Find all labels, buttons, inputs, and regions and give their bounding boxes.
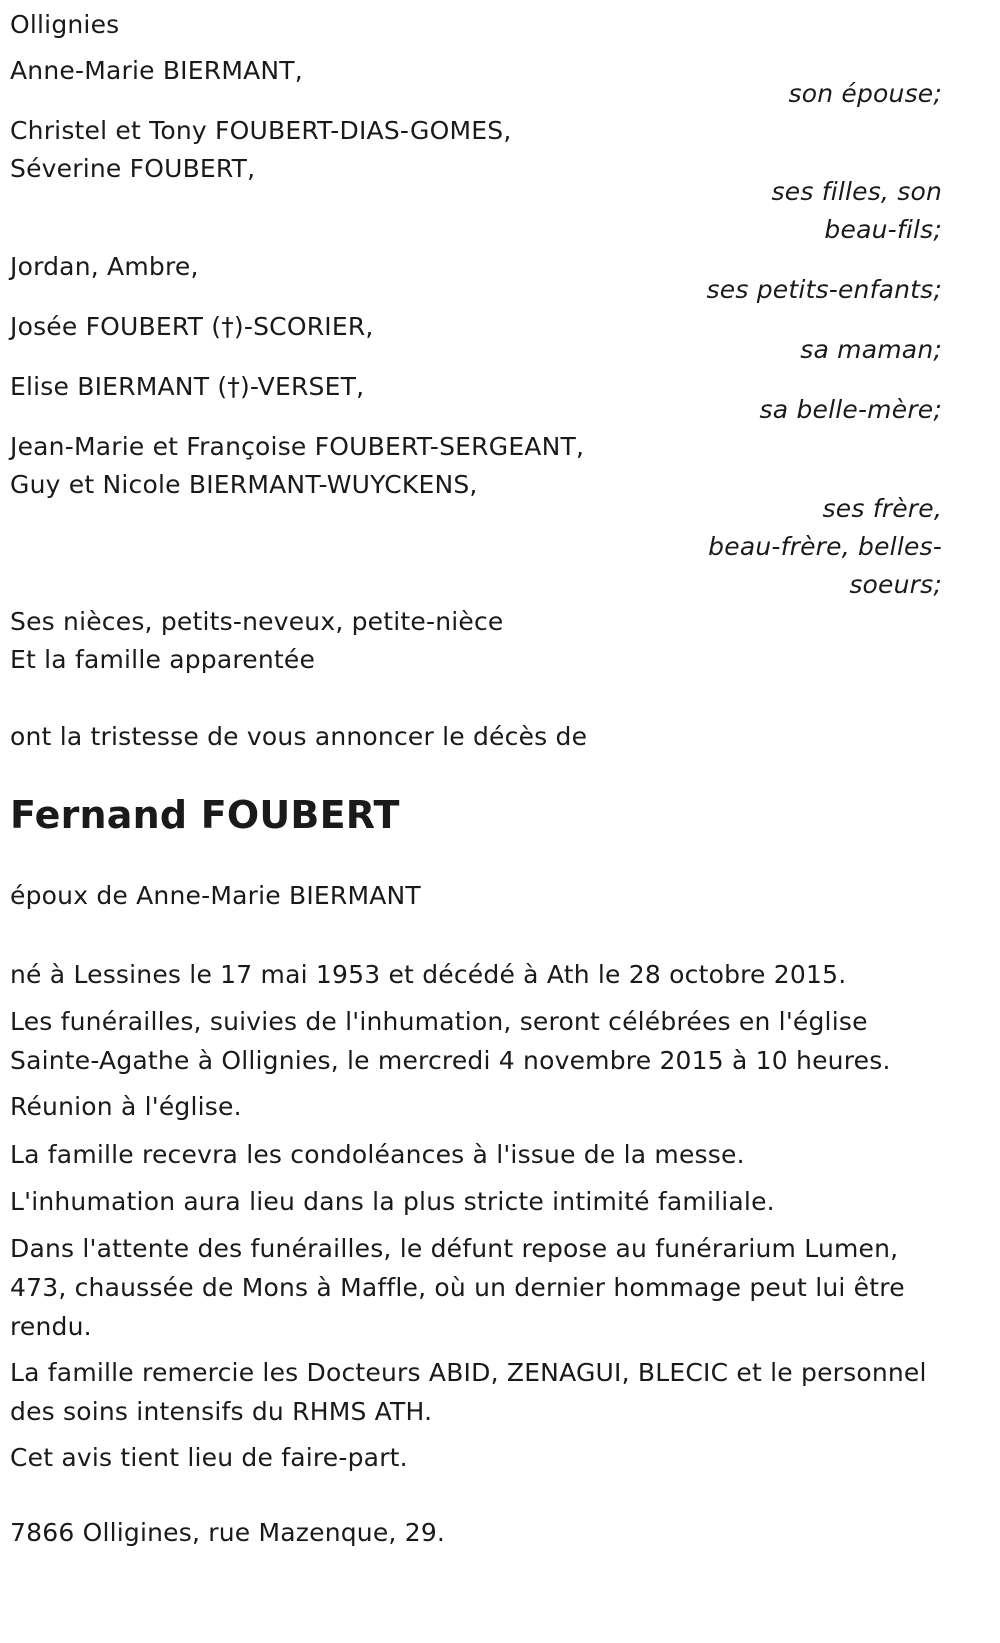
burial-info: L'inhumation aura lieu dans la plus stricte intimité familiale. <box>10 1187 775 1216</box>
family-name-line: Jordan, Ambre, <box>10 252 199 281</box>
meeting-info: Réunion à l'église. <box>10 1092 242 1121</box>
condolences-info: La famille recevra les condoléances à l'issue de la messe. <box>10 1140 745 1169</box>
village-name: Ollignies <box>10 10 120 39</box>
extended-family-line: Ses nièces, petits-neveux, petite-nièce <box>10 607 504 636</box>
family-name-line: Josée FOUBERT (†)-SCORIER, <box>10 312 374 341</box>
family-relation: sa belle-mère; <box>759 395 942 424</box>
birth-death-info: né à Lessines le 17 mai 1953 et décédé à Ath le 28 octobre 2015. <box>10 960 847 989</box>
family-relation: beau-frère, belles- <box>708 532 942 561</box>
family-relation: sa maman; <box>800 335 942 364</box>
family-name-line: Guy et Nicole BIERMANT-WUYCKENS, <box>10 470 478 499</box>
family-name-line: Jean-Marie et Françoise FOUBERT-SERGEANT, <box>10 432 585 461</box>
funerarium-info: Dans l'attente des funérailles, le défunt repose au funérarium Lumen, 473, chaussée de Mons à Maffle, où un dernier hommage peut lui être rendu. <box>10 1234 905 1341</box>
thanks-info: La famille remercie les Docteurs ABID, ZENAGUI, BLECIC et le personnel des soins intensifs du RHMS ATH. <box>10 1358 927 1426</box>
family-relation: son épouse; <box>788 79 942 108</box>
announcement-text: ont la tristesse de vous annoncer le décès de <box>10 722 588 751</box>
family-relation: ses petits-enfants; <box>706 275 942 304</box>
funeral-info: Les funérailles, suivies de l'inhumation, seront célébrées en l'église Sainte-Agathe à Ollignies, le mercredi 4 novembre 2015 à 10 heures. <box>10 1007 891 1075</box>
family-name-line: Christel et Tony FOUBERT-DIAS-GOMES, <box>10 116 512 145</box>
family-relation: ses frère, <box>822 494 942 523</box>
address: 7866 Olligines, rue Mazenque, 29. <box>10 1518 446 1547</box>
deceased-name: Fernand FOUBERT <box>10 793 400 837</box>
family-relation: soeurs; <box>849 570 942 599</box>
family-name-line: Anne-Marie BIERMANT, <box>10 56 303 85</box>
notice-info: Cet avis tient lieu de faire-part. <box>10 1443 408 1472</box>
family-relation: beau-fils; <box>824 215 942 244</box>
family-relation: ses filles, son <box>771 177 942 206</box>
extended-family-line: Et la famille apparentée <box>10 645 316 674</box>
family-name-line: Séverine FOUBERT, <box>10 154 256 183</box>
family-name-line: Elise BIERMANT (†)-VERSET, <box>10 372 365 401</box>
spouse-line: époux de Anne-Marie BIERMANT <box>10 881 421 910</box>
